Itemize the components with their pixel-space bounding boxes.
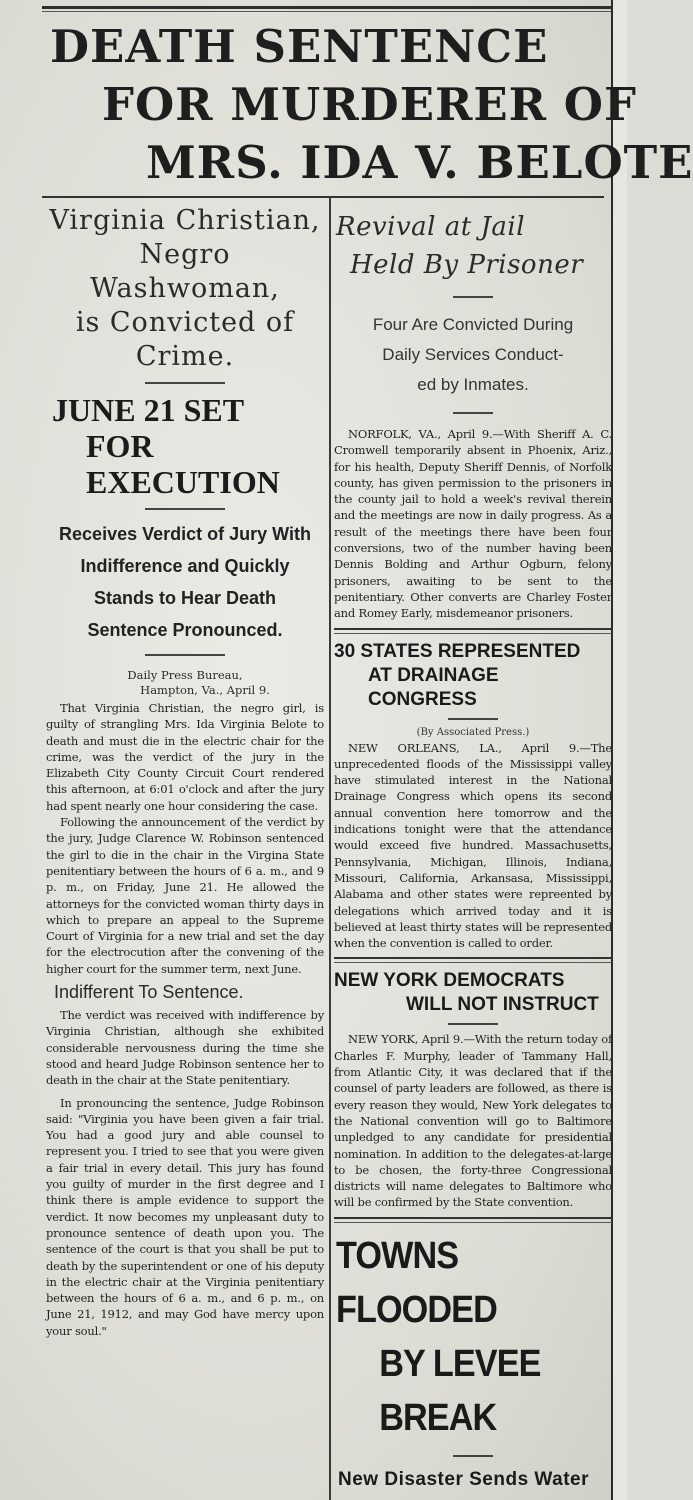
right-deck-1-line: Revival at Jail <box>336 212 526 242</box>
left-deck-3-line: Indifference and Quickly <box>80 556 290 576</box>
left-column <box>46 204 324 1500</box>
dateline-place: Hampton, Va., April 9. <box>140 683 270 697</box>
main-headline <box>42 18 693 192</box>
right-deck-1 <box>334 208 612 284</box>
left-deck-2 <box>46 392 324 500</box>
article-paragraph: NEW YORK, April 9.—With the return today of Charles F. Murphy, leader of Tammany Hall, from Atlantic City, it was declared that if the counsel of party leaders are followed, as there is every reason they would, New York delegates to the National convention will go to Baltimore unpledged to any candidate for presidential nomination. In addition to the delegates-at-large to be chosen, the forty-three Congressional districts will name delegates to Baltimore who will be confirmed by the State convention. <box>334 1032 612 1210</box>
left-deck-1-line: Virginia Christian, <box>49 205 321 236</box>
wire-credit: (By Associated Press.) <box>416 726 530 738</box>
right-headline-3-line: NEW YORK DEMOCRATS <box>334 970 565 992</box>
section-rule <box>334 1217 612 1223</box>
left-deck-2-line: FOR EXECUTION <box>86 428 280 500</box>
article-paragraph: NEW ORLEANS, LA., April 9.—The unprecedented floods of the Mississippi valley have stimulated interest in the National Drainage Congress which opens its second annual convention here tomorrow and the indications tonight were that the attendance would exceed five hundred. Massachusetts, Pennsylvania, Michigan, Illinois, Indiana, Missouri, California, Arkansasa, Mississippi, Alabama and other states were repreented by delegations which arrived today and it is believed at least thirty states will be represented when the convention is called to order. <box>334 740 612 951</box>
headline-line-2: FOR MURDERER OF <box>102 78 637 131</box>
headline-line-1: DEATH SENTENCE <box>50 20 549 73</box>
right-headline-2 <box>334 640 612 712</box>
column-divider <box>329 198 331 1500</box>
dateline <box>46 668 324 698</box>
right-headline-3 <box>334 969 612 1017</box>
left-deck-3-line: Sentence Pronounced. <box>87 620 283 640</box>
top-rule-thin <box>42 11 614 12</box>
article-paragraph: That Virginia Christian, the negro girl, is guilty of strangling Mrs. Ida Virginia Belote to death and must die in the electric chair for the crime, was the verdict of the jury in the Elizabeth City County Circuit Court rendered this afternoon, at 6:01 o'clock and after the jury had spent nearly one hour considering the case. <box>46 701 324 813</box>
divider-rule <box>448 718 498 720</box>
headline-line-3: MRS. IDA V. BELOTE <box>146 136 693 189</box>
section-rule <box>334 957 612 963</box>
left-deck-2-line: JUNE 21 SET <box>52 392 245 428</box>
subheading: Indifferent To Sentence. <box>54 982 244 1003</box>
divider-rule <box>145 508 225 510</box>
left-deck-1-line: is Convicted of <box>75 307 295 338</box>
right-headline-2-line: AT DRAINAGE CONGRESS <box>368 664 499 710</box>
right-deck-1-line: Held By Prisoner <box>350 250 584 280</box>
divider-rule <box>453 1455 493 1457</box>
right-headline-4-line: TOWNS FLOODED <box>336 1234 497 1331</box>
left-deck-1-line: Crime. <box>135 341 235 372</box>
column-top-rule <box>42 196 604 198</box>
adjacent-column-edge <box>611 0 627 1500</box>
right-headline-4-sub: New Disaster Sends Water <box>338 1468 589 1490</box>
section-rule <box>334 628 612 634</box>
top-rule <box>42 6 614 9</box>
right-deck-2-line: ed by Inmates. <box>417 375 529 394</box>
right-headline-2-line: 30 STATES REPRESENTED <box>334 640 581 662</box>
divider-rule <box>453 412 493 414</box>
divider-rule <box>448 1023 498 1025</box>
right-headline-4 <box>336 1229 584 1445</box>
divider-rule <box>145 382 225 384</box>
article-paragraph: In pronouncing the sentence, Judge Robinson said: "Virginia you have been given a fair trial. You had a good jury and able counsel to represent you. I tried to see that you were given a fair trial in every detail. This jury has found you guilty of murder in the first degree and I think there is ample evidence to support the verdict. It now becomes my unpleasant duty to pronounce sentence of death upon you. The sentence of the court is that you shall be put to death by the superintendent or one of his deputy in the electric chair at the Virginia penitentiary between the hours of 6 a. m., and 6 p. m., on June 21, 1912, and may God have mercy upon your soul." <box>46 1095 324 1338</box>
right-deck-2-line: Four Are Convicted During <box>372 315 574 334</box>
right-headline-3-line: WILL NOT INSTRUCT <box>406 994 599 1016</box>
left-deck-3 <box>46 518 324 646</box>
article-paragraph: Following the announcement of the verdict by the jury, Judge Clarence W. Robinson sentenced the girl to die in the chair in the Virgina State penitentiary between the hours of 6 a. m., and 9 p. m., on Friday, June 21. He allowed the attorneys for the convicted woman thirty days in which to prepare an appeal to the Supreme Court of Virginia for a new trial and set the day for the electrocution after the convening of the higher court for the summer term, next June. <box>46 815 324 976</box>
left-deck-3-line: Stands to Hear Death <box>93 588 277 608</box>
right-headline-4-line: BY LEVEE BREAK <box>379 1342 541 1439</box>
divider-rule <box>453 296 493 298</box>
right-column <box>334 204 612 1500</box>
dateline-bureau: Daily Press Bureau, <box>127 668 243 682</box>
right-deck-2-line: Daily Services Conduct- <box>382 345 564 364</box>
left-deck-3-line: Receives Verdict of Jury With <box>59 524 311 544</box>
right-deck-2 <box>334 310 612 400</box>
article-paragraph: The verdict was received with indifference by Virginia Christian, although she exhibited considerable nervousness during the time she stood and heard Judge Robinson sentence her to death in the chair at the State penitentiary. <box>46 1008 324 1088</box>
left-deck-1-line: Negro Washwoman, <box>90 239 280 304</box>
divider-rule <box>145 654 225 656</box>
left-deck-1 <box>46 204 324 374</box>
article-paragraph: NORFOLK, VA., April 9.—With Sheriff A. C. Cromwell temporarily absent in Phoenix, Ariz., for his health, Deputy Sheriff Dennis, of Norfolk county, has given permission to the prisoners in the county jail to hold a week's revival therein and the meetings are now in daily progress. As a result of the meetings there have been four conversions, two of the number having been Dennis Bolding and Arthur Ogburn, felony prisoners, awaiting to be sent to the penitentiary. Other converts are Charley Foster and Romey Early, misdemeanor prisoners. <box>334 427 612 621</box>
